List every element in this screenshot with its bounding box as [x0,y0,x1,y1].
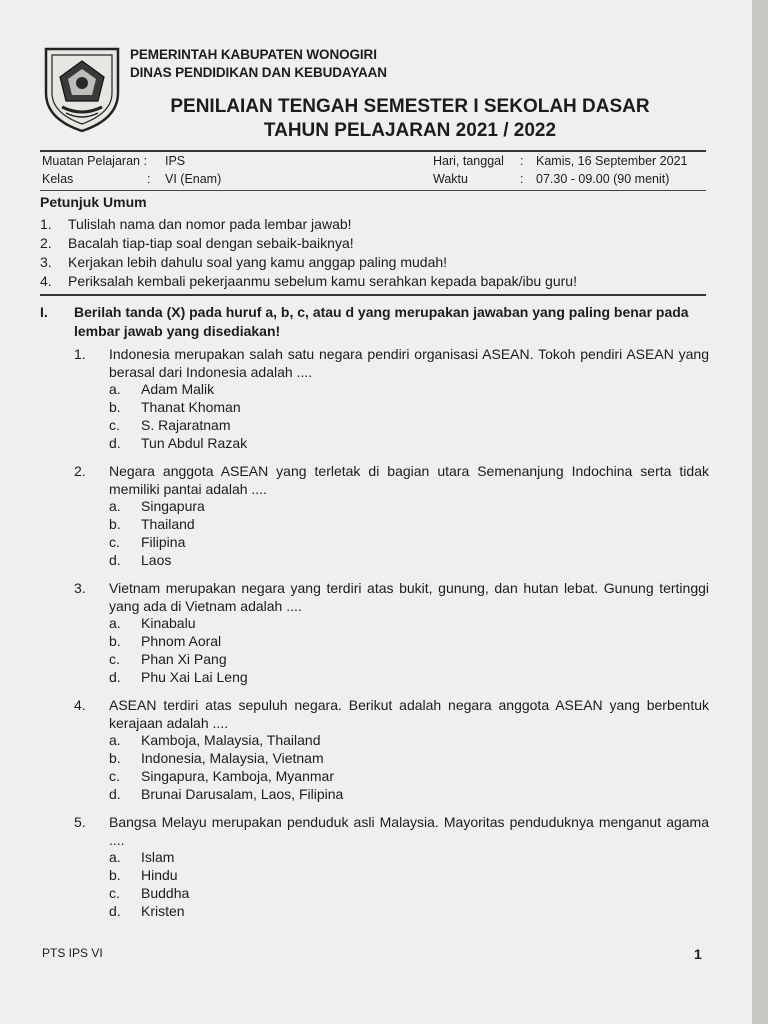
rule-number: 4. [40,273,52,289]
option-c: c. Phan Xi Pang [109,651,227,667]
question-text: Indonesia merupakan salah satu negara pendiri organisasi ASEAN. Tokoh pendiri ASEAN yang berasal dari Indonesia adalah .... [109,346,709,380]
rule-text: Bacalah tiap-tiap soal dengan sebaik-baiknya! [68,235,354,251]
rule-item [40,252,447,272]
option-d: d. Brunai Darusalam, Laos, Filipina [109,786,344,802]
section-number: I. [40,304,48,320]
institution-line-1: PEMERINTAH KABUPATEN WONOGIRI [130,47,377,62]
option-c: c. Singapura, Kamboja, Myanmar [109,768,334,784]
option-b: b. Hindu [109,867,178,883]
question-text: Vietnam merupakan negara yang terdiri atas bukit, gunung, dan hutan lebat. Gunung tertinggi yang ada di Vietnam adalah .... [109,580,709,614]
day-colon: : [520,154,524,168]
rule-item [40,233,354,253]
rule-text: Kerjakan lebih dahulu soal yang kamu anggap paling mudah! [68,254,448,270]
academic-year: TAHUN PELAJARAN 2021 / 2022 [263,120,557,141]
question-number: 3. [74,580,86,596]
rule-number: 2. [40,235,52,251]
header-divider [40,150,706,152]
option-d: d. Laos [109,552,172,568]
time-colon: : [520,172,524,186]
question-text: ASEAN terdiri atas sepuluh negara. Berikut adalah negara anggota ASEAN yang berbentuk kerajaan adalah .... [109,697,709,731]
question-number: 1. [74,346,86,362]
question-number: 4. [74,697,86,713]
option-b: b. Thailand [109,516,195,532]
option-c: c. S. Rajaratnam [109,417,231,433]
rule-text: Periksalah kembali pekerjaanmu sebelum kamu serahkan kepada bapak/ibu guru! [68,273,577,289]
time-value: 07.30 - 09.00 (90 menit) [536,172,670,186]
info-divider [40,190,706,191]
subject-label: Muatan Pelajaran : [42,154,147,168]
class-colon: : [147,172,151,186]
option-b: b. Phnom Aoral [109,633,222,649]
regency-emblem-logo [42,45,122,133]
section-instruction-text: Berilah tanda (X) pada huruf a, b, c, atau d yang merupakan jawaban yang paling benar pada lembar jawab yang disediakan! [74,304,689,339]
subject-value: IPS [165,154,186,168]
option-a: a. Islam [109,849,175,865]
general-instructions-title: Petunjuk Umum [40,194,147,210]
option-c: c. Filipina [109,534,186,550]
question-text: Negara anggota ASEAN yang terletak di bagian utara Semenanjung Indochina serta tidak memiliki pantai adalah .... [109,463,709,497]
option-a: a. Kinabalu [109,615,196,631]
class-label: Kelas [42,172,74,186]
rule-text: Tulislah nama dan nomor pada lembar jawab! [68,216,352,232]
rule-item [40,271,577,291]
time-label: Waktu [433,172,468,186]
option-a: a. Singapura [109,498,205,514]
rule-number: 1. [40,216,52,232]
question-number: 5. [74,814,86,830]
rule-number: 3. [40,254,52,270]
rule-item [40,214,352,234]
class-value: VI (Enam) [165,172,222,186]
footer-code: PTS IPS VI [42,946,103,960]
day-value: Kamis, 16 September 2021 [536,154,688,168]
option-b: b. Indonesia, Malaysia, Vietnam [109,750,324,766]
institution-line-2: DINAS PENDIDIKAN DAN KEBUDAYAAN [130,65,387,80]
question-text: Bangsa Melayu merupakan penduduk asli Malaysia. Mayoritas penduduknya menganut agama .... [109,814,709,848]
exam-title: PENILAIAN TENGAH SEMESTER I SEKOLAH DASAR [170,96,650,117]
option-d: d. Phu Xai Lai Leng [109,669,248,685]
scan-edge [752,0,768,1024]
question-number: 2. [74,463,86,479]
institution-name [130,46,387,82]
option-b: b. Thanat Khoman [109,399,241,415]
page-number: 1 [694,946,702,962]
option-c: c. Buddha [109,885,190,901]
option-a: a. Kamboja, Malaysia, Thailand [109,732,321,748]
rules-divider [40,294,706,296]
option-a: a. Adam Malik [109,381,215,397]
option-d: d. Tun Abdul Razak [109,435,248,451]
subject-info [42,153,147,170]
option-d: d. Kristen [109,903,185,919]
day-label: Hari, tanggal [433,154,504,168]
